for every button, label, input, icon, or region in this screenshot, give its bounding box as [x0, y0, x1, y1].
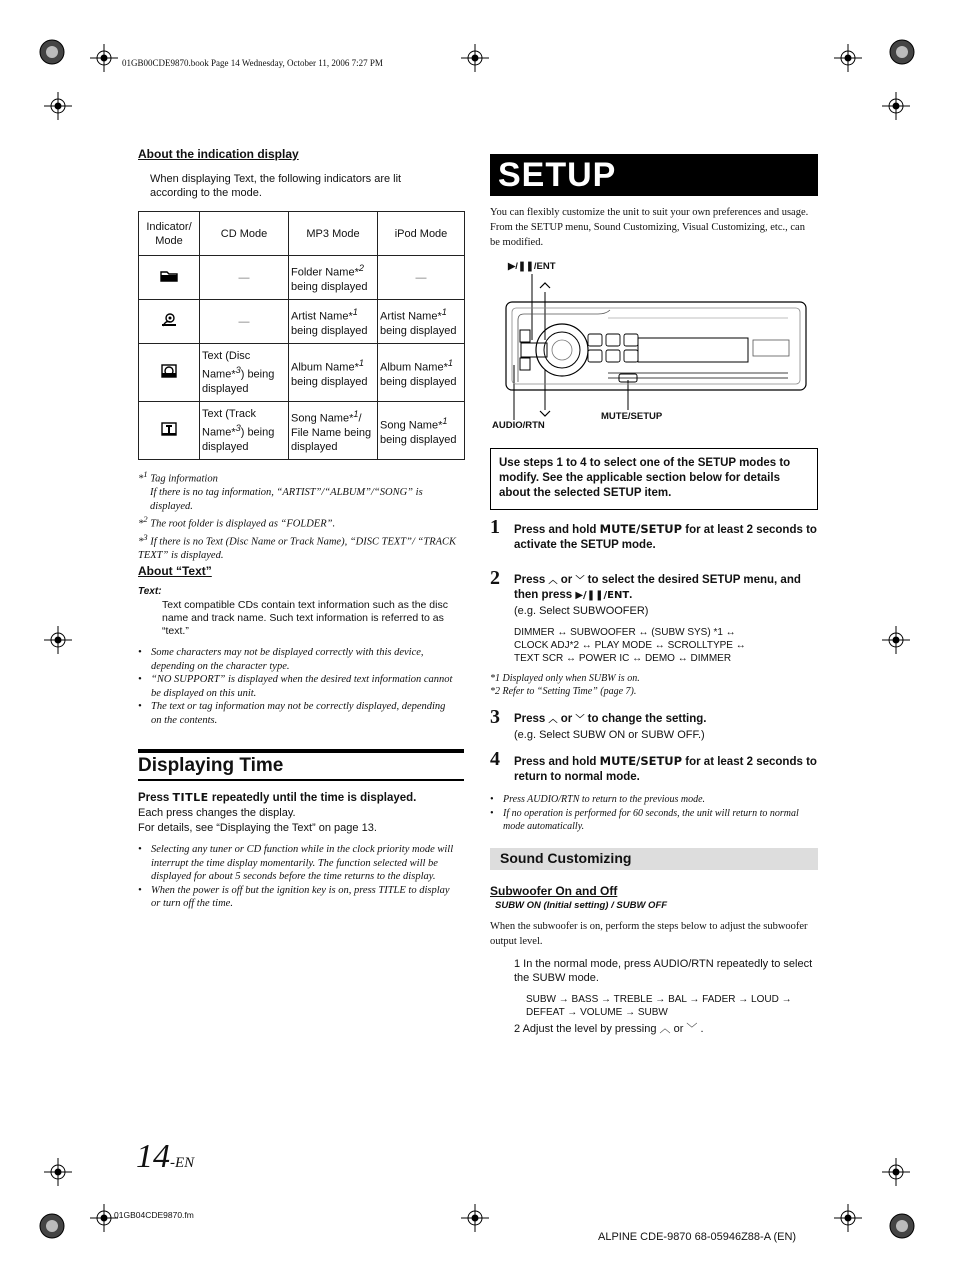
table-cell: Artist Name*$^1$ being displayed — [289, 300, 378, 344]
table-cell: Album Name*$^1$ being displayed — [289, 344, 378, 402]
table-header: MP3 Mode — [289, 212, 378, 256]
step-number: 1 — [490, 516, 500, 538]
menu-seq-line: CLOCK ADJ*2 ↔ PLAY MODE ↔ SCROLLTYPE ↔ — [514, 640, 746, 651]
step-number: 2 — [490, 567, 500, 589]
footnote-text: If there is no Text (Disc Name or Track Name), “DISC TEXT”/ “TRACK TEXT” is displayed. — [138, 536, 457, 561]
footnote: *$^2$ The root folder is displayed as “FOLDER”. — [138, 514, 336, 530]
list-item: • Selecting any tuner or CD function while in the clock priority mode will interrupt the time display momentarily. The function selected will be displayed for about 5 seconds before the time returns to the display. — [138, 843, 460, 884]
table-cell: Artist Name*$^1$ being displayed — [378, 300, 465, 344]
table-cell: — — [200, 256, 289, 300]
table-cell: Song Name*$^1$/ File Name being displayed — [289, 402, 378, 460]
footnote-text: The root folder is displayed as “FOLDER”. — [150, 518, 336, 530]
list-item: • The text or tag information may not be correctly displayed, depending on the contents. — [138, 700, 458, 727]
step-2-text: Press ︿ or ﹀ to select the desired SETUP menu, and then press ▶/❚❚/ENT. — [514, 574, 801, 601]
indicator-footnotes — [138, 468, 458, 563]
footnote: *$^3$ If there is no Text (Disc Name or Track Name), “DISC TEXT”/ “TRACK TEXT” is displayed. — [138, 532, 457, 561]
table-cell: Folder Name*$^2$ being displayed — [289, 256, 378, 300]
footnote: *1 Displayed only when SUBW is on. — [490, 673, 640, 684]
indication-heading: About the indication display — [138, 147, 299, 161]
menu-footnotes — [490, 672, 640, 698]
subwoofer-heading: Subwoofer On and Off — [490, 884, 618, 898]
setup-menu-sequence — [514, 626, 818, 665]
table-row — [139, 402, 465, 460]
menu-seq-line: TEXT SCR ↔ POWER IC ↔ DEMO ↔ DIMMER — [514, 653, 732, 664]
page-suffix: -EN — [170, 1155, 195, 1171]
mute-setup-label: MUTE/SETUP — [601, 411, 663, 422]
setup-title: SETUP — [490, 154, 818, 196]
indication-intro: When displaying Text, the following indicators are lit according to the mode. — [150, 173, 402, 199]
indicator-table — [138, 211, 465, 460]
table-header: CD Mode — [200, 212, 289, 256]
table-cell: Album Name*$^1$ being displayed — [378, 344, 465, 402]
step-4-text: Press and hold MUTE/SETUP for at least 2 seconds to return to normal mode. — [514, 754, 817, 783]
about-text-notes — [138, 646, 458, 727]
about-text-heading: About “Text” — [138, 564, 212, 578]
ent-label: ▶/❚❚/ENT — [508, 261, 556, 272]
setup-notes — [490, 793, 816, 834]
footnote-text: Tag information — [150, 473, 218, 485]
time-line1: Each press changes the display. — [138, 807, 296, 819]
seq-line: SUBW → BASS → TREBLE → BAL → FADER → LOUD → — [526, 994, 792, 1005]
footer-model: ALPINE CDE-9870 68-05946Z88-A (EN) — [598, 1231, 797, 1243]
step-3-example: (e.g. Select SUBW ON or SUBW OFF.) — [514, 729, 705, 741]
footnote: *$^1$ Tag information — [138, 469, 218, 485]
setup-intro: You can flexibly customize the unit to suit your own preferences and usage. From the SETUP menu, Sound Customizing, Visual Customizing, etc., can be modified. — [490, 207, 809, 248]
step-3-text: Press ︿ or ﹀ to change the setting. — [514, 713, 707, 725]
page-number-value: 14 — [136, 1138, 170, 1175]
footnote: *2 Refer to “Setting Time” (page 7). — [490, 686, 637, 697]
menu-seq-line: DIMMER ↔ SUBWOOFER ↔ (SUBW SYS) *1 ↔ — [514, 627, 736, 638]
artist-icon — [161, 313, 177, 327]
text-body: Text compatible CDs contain text information such as the disc name and track name. Such text information is referred to as “text.” — [162, 599, 448, 637]
list-item: • Some characters may not be displayed correctly with this device, depending on the character type. — [138, 646, 458, 673]
folder-icon — [160, 270, 178, 282]
sound-customizing-title: Sound Customizing — [490, 848, 818, 870]
table-cell: — — [378, 256, 465, 300]
seq-line: DEFEAT → VOLUME → SUBW — [526, 1007, 668, 1018]
displaying-time-title: Displaying Time — [138, 749, 464, 781]
table-row — [139, 344, 465, 402]
footer-file: 01GB04CDE9870.fm — [114, 1210, 194, 1220]
time-notes — [138, 843, 460, 911]
subwoofer-step-1: 1 In the normal mode, press AUDIO/RTN repeatedly to select the SUBW mode. — [514, 958, 813, 984]
table-cell: Text (Track Name*$^3$) being displayed — [200, 402, 289, 460]
disc-text-icon — [161, 364, 177, 378]
step-2-example: (e.g. Select SUBWOOFER) — [514, 605, 649, 617]
list-item: • Press AUDIO/RTN to return to the previous mode. — [490, 793, 816, 807]
table-cell: Song Name*$^1$ being displayed — [378, 402, 465, 460]
step-number: 4 — [490, 748, 500, 770]
subwoofer-intro: When the subwoofer is on, perform the steps below to adjust the subwoofer output level. — [490, 921, 808, 947]
subwoofer-caption: SUBW ON (Initial setting) / SUBW OFF — [495, 900, 668, 911]
text-label: Text: — [138, 586, 162, 597]
instruction-text: Press — [138, 792, 173, 804]
file-header: 01GB00CDE9870.book Page 14 Wednesday, October 11, 2006 7:27 PM — [122, 58, 383, 68]
step-number: 3 — [490, 706, 500, 728]
table-cell: Text (Disc Name*$^3$) being displayed — [200, 344, 289, 402]
step-1-text: Press and hold MUTE/SETUP for at least 2 seconds to activate the SETUP mode. — [514, 522, 817, 551]
list-item: • “NO SUPPORT” is displayed when the desired text information cannot be displayed on this unit. — [138, 673, 458, 700]
list-item: • If no operation is performed for 60 seconds, the unit will return to normal mode automatically. — [490, 807, 816, 834]
page-number — [136, 1138, 194, 1176]
time-instruction — [138, 791, 416, 804]
setup-instruction-box: Use steps 1 to 4 to select one of the SETUP modes to modify. See the applicable section below for details about the selected SETUP item. — [490, 448, 818, 510]
subwoofer-sequence — [526, 993, 820, 1019]
head-unit-diagram — [488, 270, 818, 430]
track-text-icon — [161, 422, 177, 436]
audio-rtn-label: AUDIO/RTN — [492, 420, 545, 431]
instruction-text: repeatedly until the time is displayed. — [208, 792, 417, 804]
table-header: iPod Mode — [378, 212, 465, 256]
footnote-sub: If there is no tag information, “ARTIST”/“ALBUM”/“SONG” is displayed. — [150, 487, 423, 512]
table-row — [139, 256, 465, 300]
subwoofer-step-2: 2 Adjust the level by pressing ︿ or ﹀ . — [514, 1023, 704, 1035]
list-item: • When the power is off but the ignition key is on, press TITLE to display or turn off the time. — [138, 884, 460, 911]
table-header: Indicator/ Mode — [139, 212, 200, 256]
time-line2: For details, see “Displaying the Text” on page 13. — [138, 822, 377, 834]
table-row — [139, 300, 465, 344]
table-cell: — — [200, 300, 289, 344]
title-key: TITLE — [172, 791, 209, 804]
